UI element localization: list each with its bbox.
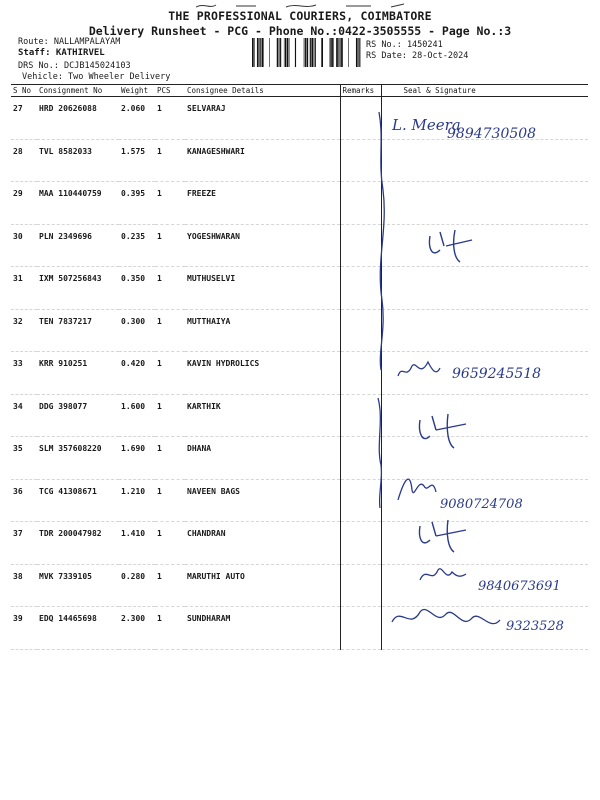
- cell-consignee: YOGESHWARAN: [185, 224, 340, 267]
- cell-weight: 0.235: [119, 224, 155, 267]
- cell-remarks: [340, 564, 381, 607]
- drs-number: DRS No.: DCJB145024103: [18, 61, 131, 71]
- cell-sno: 36: [11, 479, 37, 522]
- cell-pcs: 1: [155, 182, 185, 225]
- cell-sno: 38: [11, 564, 37, 607]
- cell-remarks: [340, 182, 381, 225]
- cell-signature: [381, 267, 588, 310]
- cell-consignment-no: EDQ 14465698: [37, 607, 119, 650]
- cell-pcs: 1: [155, 522, 185, 565]
- table-header-row: [11, 85, 588, 97]
- cell-signature: [381, 309, 588, 352]
- cell-pcs: 1: [155, 224, 185, 267]
- cell-sno: 30: [11, 224, 37, 267]
- cell-pcs: 1: [155, 607, 185, 650]
- cell-pcs: 1: [155, 97, 185, 140]
- cell-signature: [381, 352, 588, 395]
- cell-signature: [381, 394, 588, 437]
- cell-consignment-no: TDR 200047982: [37, 522, 119, 565]
- table-row: [11, 352, 588, 395]
- cell-pcs: 1: [155, 267, 185, 310]
- cell-pcs: 1: [155, 437, 185, 480]
- col-header-sno: S No: [11, 85, 37, 97]
- cell-pcs: 1: [155, 479, 185, 522]
- staff-label: Staff: KATHIRVEL: [18, 48, 105, 58]
- table-row: [11, 479, 588, 522]
- signature-row-36-phone: 9080724708: [440, 497, 523, 512]
- cell-consignment-no: MAA 110440759: [37, 182, 119, 225]
- rs-number: RS No.: 1450241: [366, 40, 443, 50]
- cell-pcs: 1: [155, 139, 185, 182]
- cell-sno: 33: [11, 352, 37, 395]
- cell-weight: 1.410: [119, 522, 155, 565]
- cell-sno: 31: [11, 267, 37, 310]
- cell-weight: 2.060: [119, 97, 155, 140]
- col-header-pcs: PCS: [155, 85, 185, 97]
- table-row: [11, 267, 588, 310]
- cell-weight: 1.575: [119, 139, 155, 182]
- cell-signature: [381, 224, 588, 267]
- route-label: Route: NALLAMPALAYAM: [18, 37, 121, 47]
- cell-consignee: FREEZE: [185, 182, 340, 225]
- signature-row-27-name: L. Meera: [392, 116, 461, 134]
- table-row: [11, 97, 588, 140]
- cell-consignment-no: IXM 507256843: [37, 267, 119, 310]
- cell-consignment-no: TVL 8582033: [37, 139, 119, 182]
- cell-pcs: 1: [155, 564, 185, 607]
- cell-remarks: [340, 97, 381, 140]
- table-row: [11, 394, 588, 437]
- cell-consignee: MARUTHI AUTO: [185, 564, 340, 607]
- cell-consignment-no: MVK 7339105: [37, 564, 119, 607]
- cell-consignment-no: SLM 357608220: [37, 437, 119, 480]
- cell-pcs: 1: [155, 394, 185, 437]
- cell-consignment-no: DDG 398077: [37, 394, 119, 437]
- col-header-signature: Seal & Signature: [381, 85, 588, 97]
- cell-signature: [381, 607, 588, 650]
- cell-remarks: [340, 394, 381, 437]
- cell-signature: [381, 139, 588, 182]
- rs-date: RS Date: 28-Oct-2024: [366, 51, 469, 61]
- cell-weight: 2.300: [119, 607, 155, 650]
- cell-signature: [381, 182, 588, 225]
- table-row: [11, 224, 588, 267]
- col-header-consignment: Consignment No: [37, 85, 119, 97]
- cell-weight: 1.600: [119, 394, 155, 437]
- cell-remarks: [340, 352, 381, 395]
- cell-signature: [381, 479, 588, 522]
- cell-pcs: 1: [155, 352, 185, 395]
- cell-remarks: [340, 607, 381, 650]
- col-header-consignee: Consignee Details: [185, 85, 340, 97]
- company-title: THE PROFESSIONAL COURIERS, COIMBATORE: [168, 9, 432, 23]
- cell-remarks: [340, 224, 381, 267]
- cell-consignment-no: HRD 20626088: [37, 97, 119, 140]
- cell-consignment-no: TCG 41308671: [37, 479, 119, 522]
- cell-sno: 29: [11, 182, 37, 225]
- cell-remarks: [340, 139, 381, 182]
- table-row: [11, 564, 588, 607]
- cell-signature: [381, 522, 588, 565]
- runsheet-table: [11, 84, 588, 650]
- cell-weight: 0.280: [119, 564, 155, 607]
- signature-row-33-phone: 9659245518: [452, 366, 542, 382]
- cell-consignee: MUTHUSELVI: [185, 267, 340, 310]
- barcode-image: [252, 38, 362, 67]
- cell-weight: 1.210: [119, 479, 155, 522]
- cell-remarks: [340, 522, 381, 565]
- table-row: [11, 522, 588, 565]
- cell-remarks: [340, 267, 381, 310]
- cell-sno: 28: [11, 139, 37, 182]
- vehicle-label: Vehicle: Two Wheeler Delivery: [22, 72, 171, 82]
- cell-signature: [381, 564, 588, 607]
- col-header-remarks: Remarks: [340, 85, 381, 97]
- cell-sno: 35: [11, 437, 37, 480]
- cell-consignment-no: KRR 910251: [37, 352, 119, 395]
- cell-sno: 37: [11, 522, 37, 565]
- cell-consignee: SUNDHARAM: [185, 607, 340, 650]
- signature-row-39-phone: 9323528: [506, 619, 564, 634]
- cell-consignee: NAVEEN BAGS: [185, 479, 340, 522]
- table-row: [11, 437, 588, 480]
- cell-signature: [381, 437, 588, 480]
- cell-consignee: KAVIN HYDROLICS: [185, 352, 340, 395]
- signature-row-27-phone: 9894730508: [447, 126, 537, 142]
- table-row: [11, 139, 588, 182]
- cell-consignee: SELVARAJ: [185, 97, 340, 140]
- table-row: [11, 182, 588, 225]
- cell-sno: 39: [11, 607, 37, 650]
- cell-consignee: MUTTHAIYA: [185, 309, 340, 352]
- cell-weight: 0.350: [119, 267, 155, 310]
- cell-sno: 34: [11, 394, 37, 437]
- cell-sno: 32: [11, 309, 37, 352]
- signature-row-38-phone: 9840673691: [478, 579, 561, 594]
- cell-consignee: CHANDRAN: [185, 522, 340, 565]
- cell-consignment-no: TEN 7837217: [37, 309, 119, 352]
- runsheet-subtitle: Delivery Runsheet - PCG - Phone No.:0422-3505555 - Page No.:3: [88, 24, 512, 38]
- cell-consignee: KANAGESHWARI: [185, 139, 340, 182]
- cell-remarks: [340, 309, 381, 352]
- cell-weight: 0.300: [119, 309, 155, 352]
- cell-remarks: [340, 479, 381, 522]
- table-row: [11, 607, 588, 650]
- cell-pcs: 1: [155, 309, 185, 352]
- cell-consignee: DHANA: [185, 437, 340, 480]
- cell-consignment-no: PLN 2349696: [37, 224, 119, 267]
- cell-weight: 0.420: [119, 352, 155, 395]
- col-header-weight: Weight: [119, 85, 155, 97]
- cell-sno: 27: [11, 97, 37, 140]
- table-row: [11, 309, 588, 352]
- cell-weight: 0.395: [119, 182, 155, 225]
- cell-signature: [381, 97, 588, 140]
- cell-consignee: KARTHIK: [185, 394, 340, 437]
- cell-remarks: [340, 437, 381, 480]
- cell-weight: 1.690: [119, 437, 155, 480]
